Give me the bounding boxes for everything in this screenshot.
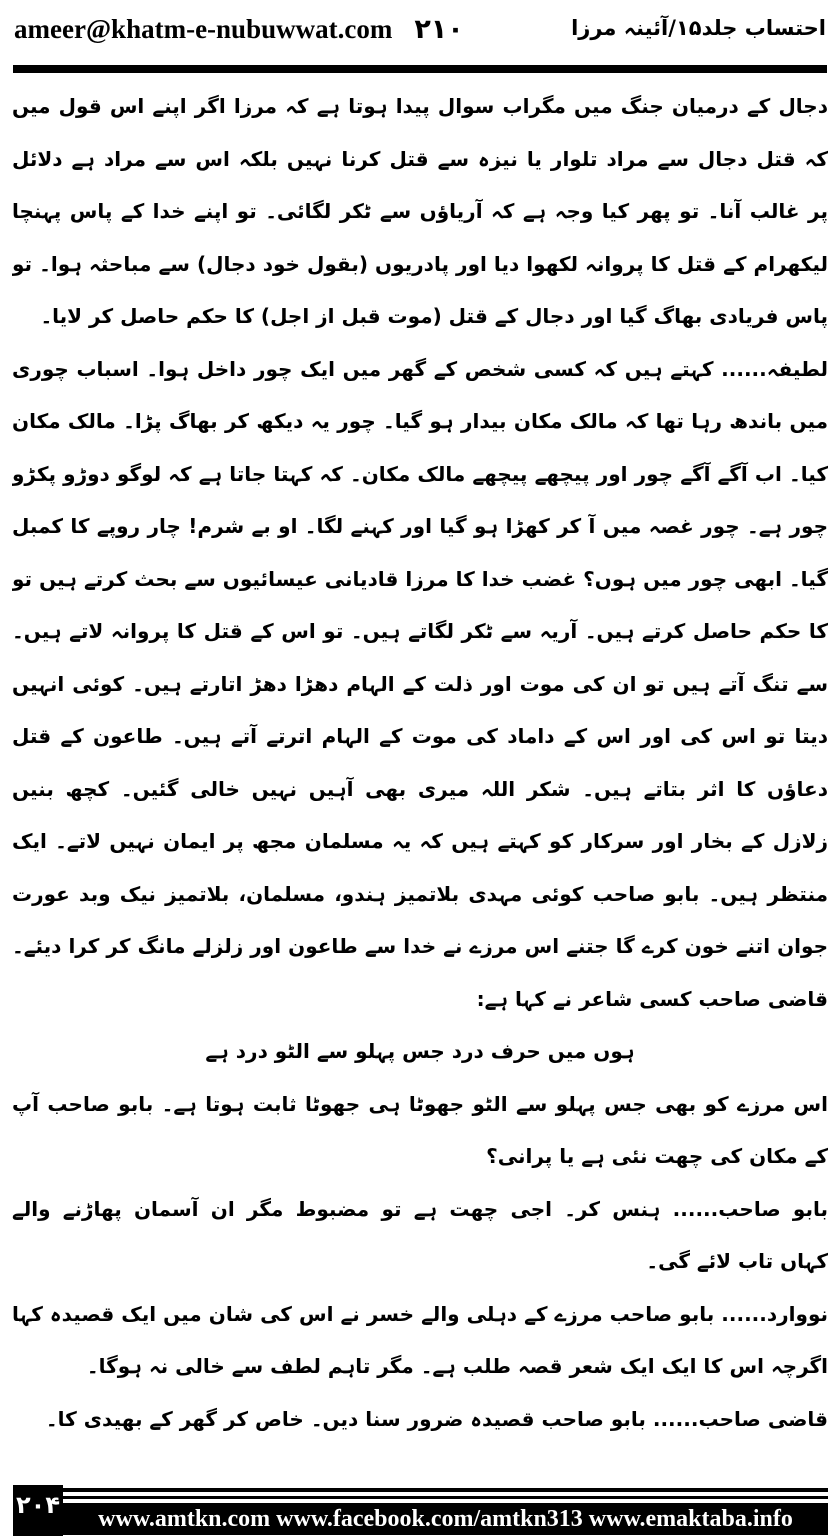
page-body <box>12 80 828 1445</box>
text-line: قاضی صاحب...... بابو صاحب قصیدہ ضرور سنا دیں۔ خاص کر گھر کے بھیدی کا۔ <box>45 1406 828 1431</box>
text-line: دعاؤں کا اثر بتاتے ہیں۔ شکر اللہ میری بھی آہیں نہیں خالی گئیں۔ کچھ بنیں <box>12 776 828 801</box>
text-line: قاضی صاحب کسی شاعر نے کہا ہے: <box>476 986 828 1011</box>
footer-rule <box>63 1488 828 1492</box>
book-title: احتساب جلد۱۵/آئینہ مرزا <box>571 16 826 40</box>
header-email <box>14 14 464 45</box>
text-line: کہاں تاب لائے گی۔ <box>646 1249 828 1273</box>
text-line: اس مرزے کو بھی جس پہلو سے الٹو جھوٹا ہی جھوٹا ثابت ہوتا ہے۔ بابو صاحب آپ <box>12 1091 828 1116</box>
text-line: پر غالب آنا۔ تو پھر کیا وجہ ہے کہ آریاؤں سے ٹکر لگائی۔ تو اپنے خدا کے پاس پہنچا <box>12 199 828 223</box>
text-line: لیکھرام کے قتل کا پروانہ لکھوا دیا اور پادریوں (بقول خود دجال) سے مباحثہ ہوا۔ تو <box>12 251 828 276</box>
footer-websites: www.amtkn.com www.facebook.com/amtkn313 www.emaktaba.info <box>63 1503 828 1535</box>
text-line: بابو صاحب...... ہنس کر۔ اجی چھت ہے تو مضبوط مگر ان آسمان پھاڑنے والے <box>12 1196 828 1221</box>
text-line: دجال کے درمیان جنگ میں مگراب سوال پیدا ہوتا ہے کہ مرزا اگر اپنے اس قول میں <box>12 94 828 118</box>
text-line: کہ قتل دجال سے مراد تلوار یا نیزہ سے قتل کرنا نہیں بلکہ اس سے مراد ہے دلائل <box>12 146 828 171</box>
text-line: گیا۔ ابھی چور میں ہوں؟ غضب خدا کا مرزا قادیانی عیسائیوں سے بحث کرتے ہیں تو <box>12 566 828 591</box>
text-line: زلازل کے بخار اور سرکار کو کہتے ہیں کہ یہ مسلمان مجھ پر ایمان نہیں لاتے۔ ایک <box>12 829 828 853</box>
text-line: لطیفہ...... کہتے ہیں کہ کسی شخص کے گھر میں ایک چور داخل ہوا۔ اسباب چوری <box>12 356 828 381</box>
header-rule <box>13 65 827 73</box>
email-text: ameer@khatm-e-nubuwwat.com <box>14 14 393 44</box>
text-line: پاس فریادی بھاگ گیا اور دجال کے قتل (موت قبل از اجل) کا حکم حاصل کر لایا۔ <box>40 304 828 328</box>
text-line: کا حکم حاصل کرتے ہیں۔ آریہ سے ٹکر لگاتے ہیں۔ تو اس کے قتل کا پروانہ لاتے ہیں۔ <box>12 619 828 643</box>
text-line: کیا۔ اب آگے آگے چور اور پیچھے پیچھے مالک مکان۔ کہ کہتا جاتا ہے کہ لوگو دوڑو پکڑو <box>12 461 828 486</box>
verse-line: ہوں میں حرف درد جس پہلو سے الٹو درد ہے <box>205 1039 635 1063</box>
text-line: چور ہے۔ چور غصہ میں آ کر کھڑا ہو گیا اور کہنے لگا۔ او بے شرم! چار روپے کا کمبل <box>12 514 828 538</box>
text-line: اگرچہ اس کا ایک ایک شعر قصہ طلب ہے۔ مگر تاہم لطف سے خالی نہ ہوگا۔ <box>86 1354 828 1378</box>
text-line: سے تنگ آتے ہیں تو ان کی موت اور ذلت کے الہام دھڑا دھڑ اتارتے ہیں۔ کوئی انہیں <box>12 671 828 696</box>
text-line: جوان اتنے خون کرے گا جتنے اس مرزے نے خدا سے طاعون اور زلزلے مانگ کر کرا دیئے۔ <box>12 934 828 958</box>
footer-rule <box>63 1496 828 1499</box>
text-line: میں باندھ رہا تھا کہ مالک مکان بیدار ہو گیا۔ چور یہ دیکھ کر بھاگ پڑا۔ مالک مکان <box>12 409 828 433</box>
text-line: کے مکان کی چھت نئی ہے یا پرانی؟ <box>486 1144 828 1168</box>
text-line: نووارد...... بابو صاحب مرزے کے دہلی والے خسر نے اس کی شان میں ایک قصیدہ کہا <box>12 1301 828 1326</box>
footer-page-number: ۲۰۴ <box>13 1485 63 1536</box>
header-page-number: ۲۱۰ <box>414 14 464 45</box>
text-line: منتظر ہیں۔ بابو صاحب کوئی مہدی بلاتمیز ہندو، مسلمان، بلاتمیز نیک وبد عورت <box>12 881 828 906</box>
text-line: دیتا تو اس کی اور اس کے داماد کی موت کے الہام اترتے آتے ہیں۔ طاعون کے قتل <box>12 724 828 748</box>
